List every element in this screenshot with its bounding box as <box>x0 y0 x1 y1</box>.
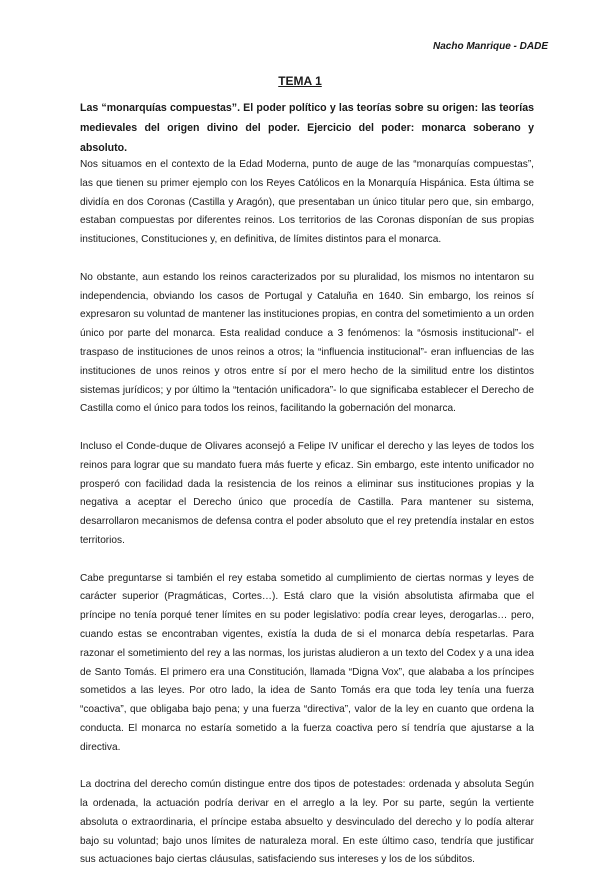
paragraph: No obstante, aun estando los reinos caracterizados por su pluralidad, los mismos no intentaron su independencia, obviando los casos de Portugal y Cataluña en 1640. Sin embargo, los reinos sí expresaron su voluntad de mantener las instituciones propias, en contra del sometimiento a un orden único por parte del monarca. Esta realidad conduce a 3 fenómenos: la “ósmosis institucional”- el traspaso de instituciones de unos reinos a otros; la “influencia institucional”- eran influencias de las instituciones de unos reinos y otros entre sí por el mero hecho de la similitud entre los distintos sistemas jurídicos; y por último la “tentación unificadora”- lo que significaba establecer el Derecho de Castilla como el único para todos los reinos, facilitando la gobernación del monarca. <box>80 271 534 415</box>
paragraph: La doctrina del derecho común distingue entre dos tipos de potestades: ordenada y absoluta Según la ordenada, la actuación podría derivar en el arreglo a la ley. Por su parte, según la vertiente absoluta o extraordinaria, el príncipe estaba absuelto y desvinculado del derecho y lo podía alterar bajo su voluntad; bajo unos límites de naturaleza moral. En este último caso, tendría que justificar sus actuaciones bajo ciertas cláusulas, satisfaciendo sus intereses y los de los súbditos. <box>80 779 534 866</box>
author-header: Nacho Manrique - DADE <box>432 41 548 52</box>
paragraph: Cabe preguntarse si también el rey estaba sometido al cumplimiento de ciertas normas y leyes de carácter superior (Pragmáticas, Cortes…). Está claro que la visión absolutista afirmaba que el príncipe no tenía porqué tener límites en su poder legislativo: podía crear leyes, derogarlas… pero, cuando estas se encontraban vigentes, existía la duda de si el monarca debía respetarlas. Para razonar el sometimiento del rey a las normas, los juristas aludieron a un texto del Codex y a una idea de Santo Tomás. El primero era una Constitución, llamada “Digna Vox”, que alababa a los príncipes sometidos a las leyes. Por otro lado, la idea de Santo Tomás era que toda ley tenía una fuerza “coactiva”, que obligaba bajo pena; y una fuerza “directiva”, valor de la ley en cuanto que ordena la conducta. El monarca no estaría sometido a la fuerza coactiva pero sí tendría que ajustarse a la directiva. <box>80 572 534 753</box>
paragraph: Nos situamos en el contexto de la Edad Moderna, punto de auge de las “monarquías compuestas”, las que tienen su primer ejemplo con los Reyes Católicos en la Monarquía Hispánica. Esta última se dividía en dos Coronas (Castilla y Aragón), que presentaban un único titular pero que, sin embargo, estaban compuestas por diferentes reinos. Los territorios de las Coronas disponían de sus propias instituciones, Constituciones y, en definitiva, de límites distintos para el monarca. <box>80 159 534 246</box>
document-title: TEMA 1 <box>278 74 322 88</box>
document-subtitle: Las “monarquías compuestas”. El poder político y las teorías sobre su origen: las teorías medievales del origen divino del poder. Ejercicio del poder: monarca soberano y absoluto. <box>80 102 534 154</box>
paragraph: Incluso el Conde-duque de Olivares aconsejó a Felipe IV unificar el derecho y las leyes de todos los reinos para lograr que su mandato fuera más fuerte y eficaz. Sin embargo, este intento unificador no prosperó con facilidad dada la resistencia de los reinos a eliminar sus instituciones propias y la negativa a aceptar el Derecho único que procedía de Castilla. Para mantener su sistema, desarrollaron mecanismos de defensa contra el poder absoluto que el rey pretendía instalar en estos territorios. <box>80 440 534 546</box>
document-body <box>80 156 534 889</box>
